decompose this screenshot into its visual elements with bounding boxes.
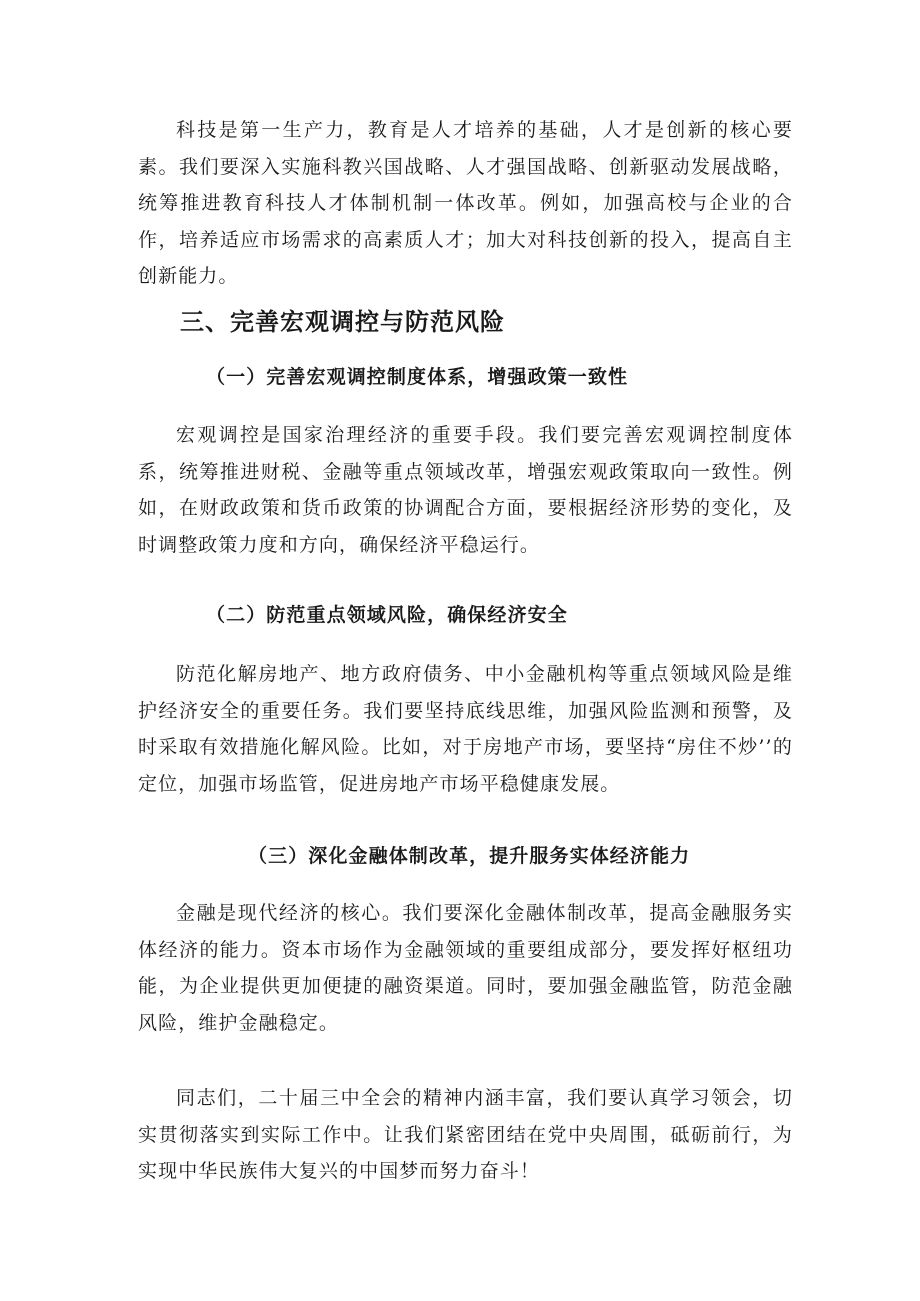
subheading-financial-reform: （三）深化金融体制改革，提升服务实体经济能力 bbox=[248, 845, 691, 867]
paragraph-risk-prevention: 防范化解房地产、地方政府债务、中小金融机构等重点领域风险是维护经济安全的重要任务。我们要坚持底线思维，加强风险监测和预警，及时采取有效措施化解风险。比如，对于房地产市场，要坚持“房住不炒’’的定位，加强市场监管，促进房地产市场平稳健康发展。 bbox=[138, 663, 793, 795]
subheading-risk-prevention: （二）防范重点领域风险，确保经济安全 bbox=[206, 604, 568, 626]
subheading-macro-control: （一）完善宏观调控制度体系，增强政策一致性 bbox=[206, 366, 629, 388]
paragraph-conclusion: 同志们，二十届三中全会的精神内涵丰富，我们要认真学习领会，切实贯彻落实到实际工作中。让我们紧密团结在党中央周围，砥砺前行，为实现中华民族伟大复兴的中国梦而努力奋斗！ bbox=[138, 1087, 793, 1182]
paragraph-tech-education: 科技是第一生产力，教育是人才培养的基础，人才是创新的核心要素。我们要深入实施科教兴国战略、人才强国战略、创新驱动发展战略，统筹推进教育科技人才体制机制一体改革。例如，加强高校与企业的合作，培养适应市场需求的高素质人才；加大对科技创新的投入，提高自主创新能力。 bbox=[138, 119, 793, 287]
paragraph-macro-control: 宏观调控是国家治理经济的重要手段。我们要完善宏观调控制度体系，统筹推进财税、金融等重点领域改革，增强宏观政策取向一致性。例如，在财政政策和货币政策的协调配合方面，要根据经济形势的变化，及时调整政策力度和方向，确保经济平稳运行。 bbox=[138, 424, 793, 556]
section-heading: 三、完善宏观调控与防范风险 bbox=[180, 308, 505, 336]
paragraph-financial-reform: 金融是现代经济的核心。我们要深化金融体制改革，提高金融服务实体经济的能力。资本市场作为金融领域的重要组成部分，要发挥好枢纽功能，为企业提供更加便捷的融资渠道。同时，要加强金融监管，防范金融风险，维护金融稳定。 bbox=[138, 902, 793, 1034]
